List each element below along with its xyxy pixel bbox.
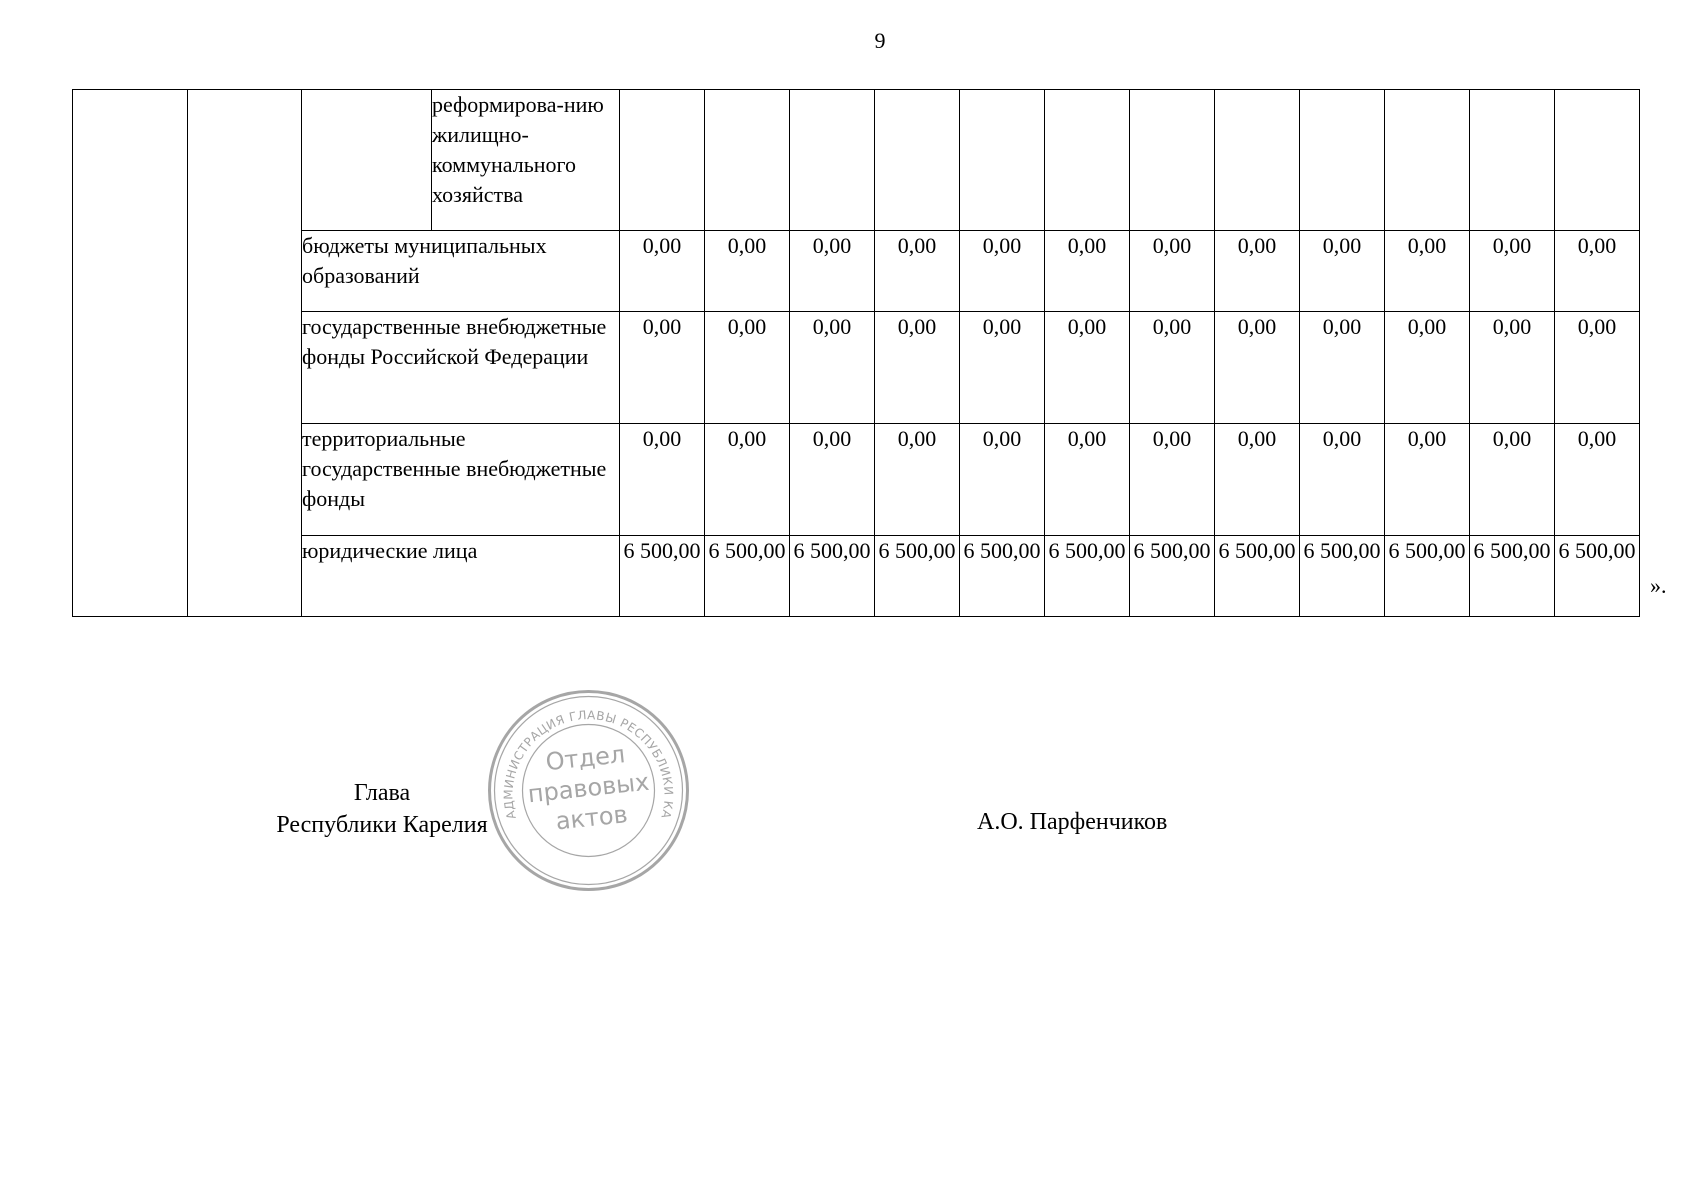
value-cell: 0,00 <box>960 312 1045 424</box>
value-cell: 0,00 <box>790 312 875 424</box>
value-cell: 0,00 <box>1045 231 1130 312</box>
row-label: государственные внебюджетные фонды Российской Федерации <box>302 312 620 424</box>
value-cell: 0,00 <box>1385 424 1470 536</box>
table-row <box>73 90 1640 231</box>
signature-title <box>257 777 507 841</box>
row-label: бюджеты муниципальных образований <box>302 231 620 312</box>
stamp-center-line3: актов <box>554 800 629 836</box>
value-cell: 0,00 <box>1470 424 1555 536</box>
value-cell: 0,00 <box>790 231 875 312</box>
value-cell: 0,00 <box>705 424 790 536</box>
value-cell: 6 500,00 <box>705 536 790 617</box>
value-cell: 6 500,00 <box>1555 536 1640 617</box>
value-cell: 0,00 <box>1130 424 1215 536</box>
row-sublabel: реформирова-нию жилищно-коммунального хозяйства <box>432 90 620 231</box>
value-cell: 6 500,00 <box>1130 536 1215 617</box>
value-cell: 0,00 <box>705 231 790 312</box>
stamp-center-line1: Отдел <box>544 740 627 777</box>
value-cell: 6 500,00 <box>1300 536 1385 617</box>
page-number: 9 <box>874 28 886 53</box>
empty-cell <box>302 90 432 231</box>
stamp-center-line2: правовых <box>526 767 651 809</box>
value-cell: 0,00 <box>705 312 790 424</box>
value-cell: 6 500,00 <box>620 536 705 617</box>
value-cell: 6 500,00 <box>1045 536 1130 617</box>
value-cell: 0,00 <box>1470 312 1555 424</box>
value-cell: 0,00 <box>1385 231 1470 312</box>
signatory-name: А.О. Парфенчиков <box>977 809 1168 835</box>
row-label: территориальные государственные внебюджетные фонды <box>302 424 620 536</box>
closing-quote: ». <box>1650 573 1667 598</box>
value-cell: 6 500,00 <box>1215 536 1300 617</box>
empty-cell <box>188 90 302 617</box>
signature-title-line1: Глава <box>353 780 411 806</box>
value-cell: 0,00 <box>1130 312 1215 424</box>
value-cell: 0,00 <box>1470 231 1555 312</box>
value-cell: 0,00 <box>1215 231 1300 312</box>
value-cell: 0,00 <box>1555 424 1640 536</box>
table-row <box>73 424 1640 536</box>
stamp-ring-text: АДМИНИСТРАЦИЯ ГЛАВЫ РЕСПУБЛИКИ КА <box>501 708 676 821</box>
value-cell: 0,00 <box>1215 424 1300 536</box>
value-cell: 0,00 <box>1555 312 1640 424</box>
value-cell: 0,00 <box>875 231 960 312</box>
value-cell: 6 500,00 <box>960 536 1045 617</box>
signature-title-line2: Республики Карелия <box>276 812 488 838</box>
value-cell: 0,00 <box>790 424 875 536</box>
value-cell: 0,00 <box>620 312 705 424</box>
table-row <box>73 231 1640 312</box>
official-stamp <box>486 688 691 893</box>
table-row <box>73 312 1640 424</box>
value-cell: 0,00 <box>1300 424 1385 536</box>
value-cell: 0,00 <box>1215 312 1300 424</box>
value-cell: 6 500,00 <box>790 536 875 617</box>
value-cell: 6 500,00 <box>1470 536 1555 617</box>
value-cell: 0,00 <box>875 312 960 424</box>
value-cell: 0,00 <box>1385 312 1470 424</box>
value-cell: 0,00 <box>620 424 705 536</box>
value-cell: 0,00 <box>960 231 1045 312</box>
value-cell: 0,00 <box>620 231 705 312</box>
value-cell: 0,00 <box>1045 424 1130 536</box>
value-cell: 6 500,00 <box>1385 536 1470 617</box>
value-cell: 0,00 <box>875 424 960 536</box>
value-cell: 0,00 <box>960 424 1045 536</box>
value-cell: 0,00 <box>1300 312 1385 424</box>
empty-cell <box>73 90 188 617</box>
table-row <box>73 536 1640 617</box>
value-cell: 0,00 <box>1045 312 1130 424</box>
value-cell: 0,00 <box>1130 231 1215 312</box>
value-cell: 0,00 <box>1555 231 1640 312</box>
value-cell: 0,00 <box>1300 231 1385 312</box>
row-label: юридические лица <box>302 536 620 617</box>
financing-table <box>72 89 1640 617</box>
value-cell: 6 500,00 <box>875 536 960 617</box>
